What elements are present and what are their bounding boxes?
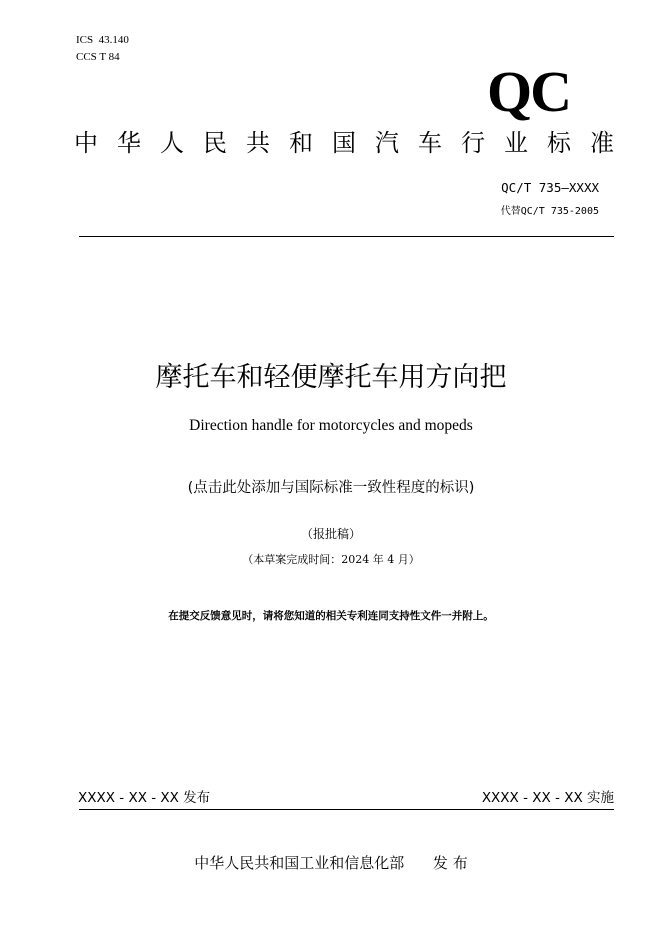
- category-char: 民: [203, 129, 227, 157]
- category-char: 汽: [375, 129, 399, 157]
- patent-feedback-note: 在提交反馈意见时，请将您知道的相关专利连同支持性文件一并附上。: [168, 610, 494, 622]
- category-char: 人: [160, 129, 184, 157]
- category-char: 准: [590, 129, 614, 157]
- publisher-name: 中华人民共和国工业和信息化部: [194, 854, 405, 872]
- footer-divider: [79, 809, 614, 810]
- replaces-note: 代替QC/T 735-2005: [500, 206, 599, 217]
- publish-word: 发 布: [432, 854, 468, 872]
- category-char: 华: [117, 129, 141, 157]
- draft-stage: （报批稿）: [300, 527, 361, 541]
- qc-logo: QC: [487, 59, 570, 124]
- issue-date: XXXX - XX - XX 发布: [78, 790, 211, 806]
- category-char: 共: [246, 129, 270, 157]
- category-char: 行: [461, 129, 485, 157]
- ics-code: ICS 43.140: [76, 34, 129, 46]
- classification-codes: [76, 32, 129, 66]
- ccs-code: CCS T 84: [76, 51, 120, 63]
- standard-category-title: [74, 126, 614, 160]
- standard-code: QC/T 735—XXXX: [501, 180, 599, 195]
- consistency-degree-placeholder[interactable]: (点击此处添加与国际标准一致性程度的标识): [187, 480, 475, 496]
- header-divider: [79, 236, 614, 237]
- category-char: 业: [504, 129, 528, 157]
- category-char: 中: [74, 129, 98, 157]
- publisher-line: [0, 851, 662, 875]
- category-char: 和: [289, 129, 313, 157]
- implementation-date: XXXX - XX - XX 实施: [481, 790, 614, 806]
- document-title-cn: 摩托车和轻便摩托车用方向把: [155, 362, 507, 393]
- category-char: 国: [332, 129, 356, 157]
- draft-completion-date: （本草案完成时间：2024 年 4 月）: [242, 553, 420, 566]
- category-char: 标: [547, 129, 571, 157]
- document-title-en: Direction handle for motorcycles and mopeds: [189, 417, 473, 434]
- category-char: 车: [418, 129, 442, 157]
- publisher-gap: [404, 854, 433, 872]
